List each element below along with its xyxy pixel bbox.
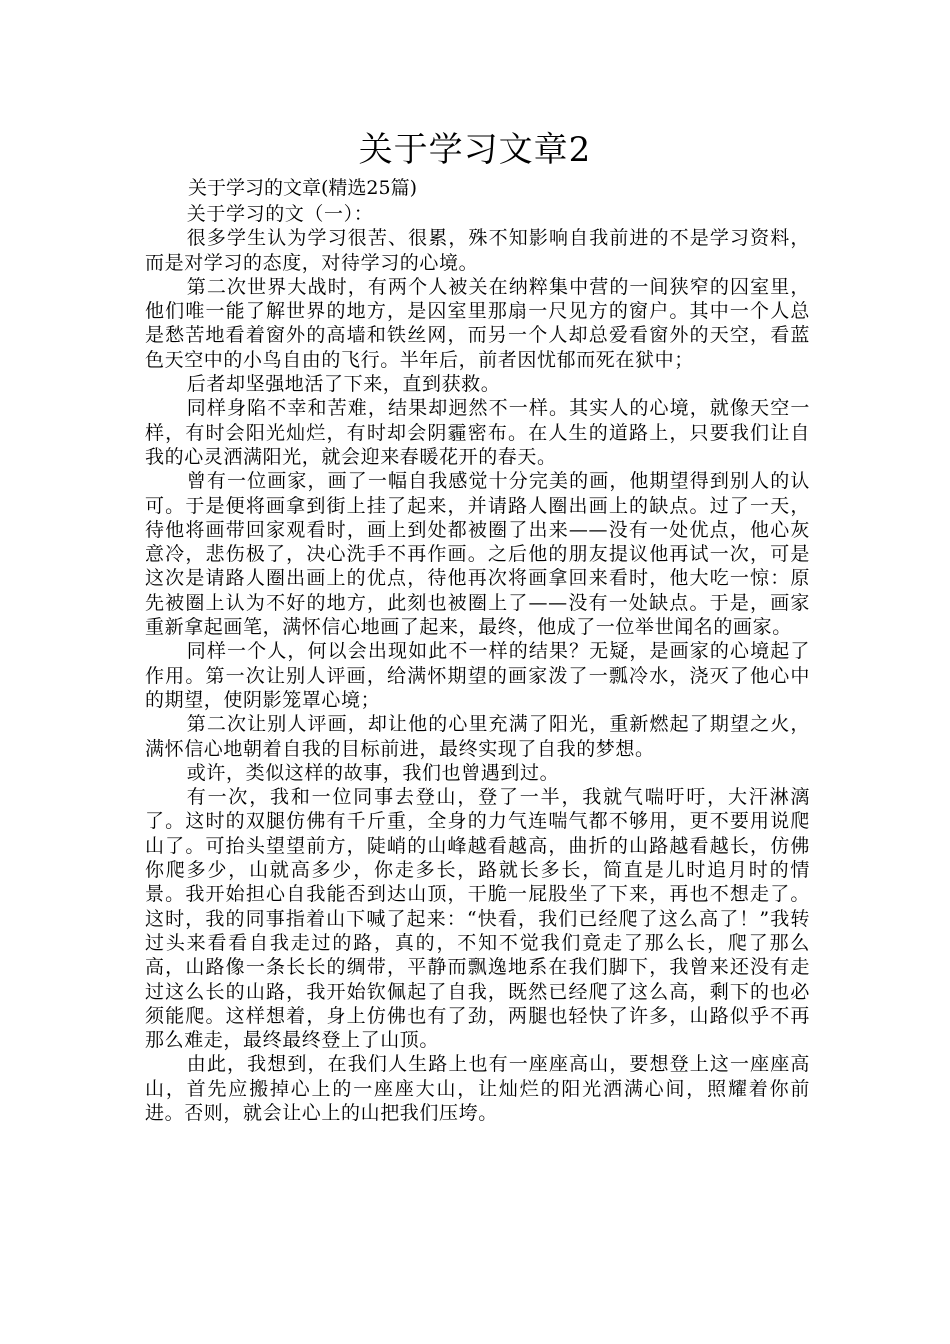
paragraph: 同样身陷不幸和苦难，结果却迥然不一样。其实人的心境，就像天空一样，有时会阳光灿烂，有时却会阴霾密布。在人生的道路上，只要我们让自我的心灵洒满阳光，就会迎来春暖花开的春天。 [145,397,810,468]
paragraph: 由此，我想到，在我们人生路上也有一座座高山，要想登上这一座座高山，首先应搬掉心上的一座座大山，让灿烂的阳光洒满心间，照耀着你前进。否则，就会让心上的山把我们压垮。 [145,1053,810,1124]
document-body [145,202,810,1125]
paragraph: 曾有一位画家，画了一幅自我感觉十分完美的画，他期望得到别人的认可。于是便将画拿到街上挂了起来，并请路人圈出画上的缺点。过了一天，待他将画带回家观看时，画上到处都被圈了出来——没有一处优点，他心灰意冷，悲伤极了，决心洗手不再作画。之后他的朋友提议他再试一次，可是这次是请路人圈出画上的优点，待他再次将画拿回来看时，他大吃一惊：原先被圈上认为不好的地方，此刻也被圈上了——没有一处缺点。于是，画家重新拿起画笔，满怀信心地画了起来，最终，他成了一位举世闻名的画家。 [145,470,810,639]
section-heading: 关于学习的文（一）： [186,203,374,225]
paragraph: 第二次让别人评画，却让他的心里充满了阳光，重新燃起了期望之火，满怀信心地朝着自我的目标前进，最终实现了自我的梦想。 [145,713,810,760]
document-title: 关于学习文章2 [358,130,592,170]
document-subtitle: 关于学习的文章(精选25篇) [188,177,418,199]
paragraph: 有一次，我和一位同事去登山，登了一半，我就气喘吁吁，大汗淋漓了。这时的双腿仿佛有千斤重，全身的力气连喘气都不够用，更不要用说爬山了。可抬头望望前方，陡峭的山峰越看越高，曲折的山路越看越长，仿佛你爬多少，山就高多少，你走多长，路就长多长，简直是儿时追月时的情景。我开始担心自我能否到达山顶，干脆一屁股坐了下来，再也不想走了。这时，我的同事指着山下喊了起来：“快看，我们已经爬了这么高了！”我转过头来看看自我走过的路，真的，不知不觉我们竟走了那么长，爬了那么高，山路像一条长长的绸带，平静而飘逸地系在我们脚下，我曾来还没有走过这么长的山路，我开始钦佩起了自我，既然已经爬了这么高，剩下的也必须能爬。这样想着，身上仿佛也有了劲，两腿也轻快了许多，山路似乎不再那么难走，最终最终登上了山顶。 [145,786,810,1052]
paragraph: 同样一个人，何以会出现如此不一样的结果？无疑，是画家的心境起了作用。第一次让别人评画，给满怀期望的画家泼了一瓢冷水，浇灭了他心中的期望，使阴影笼罩心境； [145,640,810,711]
paragraph: 后者却坚强地活了下来，直到获救。 [186,373,501,396]
paragraph: 或许，类似这样的故事，我们也曾遇到过。 [186,761,560,784]
paragraph: 很多学生认为学习很苦、很累，殊不知影响自我前进的不是学习资料，而是对学习的态度，对待学习的心境。 [145,227,810,274]
paragraph: 第二次世界大战时，有两个人被关在纳粹集中营的一间狭窄的囚室里，他们唯一能了解世界的地方，是囚室里那扇一尺见方的窗户。其中一个人总是愁苦地看着窗外的高墙和铁丝网，而另一个人却总爱看窗外的天空，看蓝色天空中的小鸟自由的飞行。半年后，前者因忧郁而死在狱中； [145,275,810,371]
